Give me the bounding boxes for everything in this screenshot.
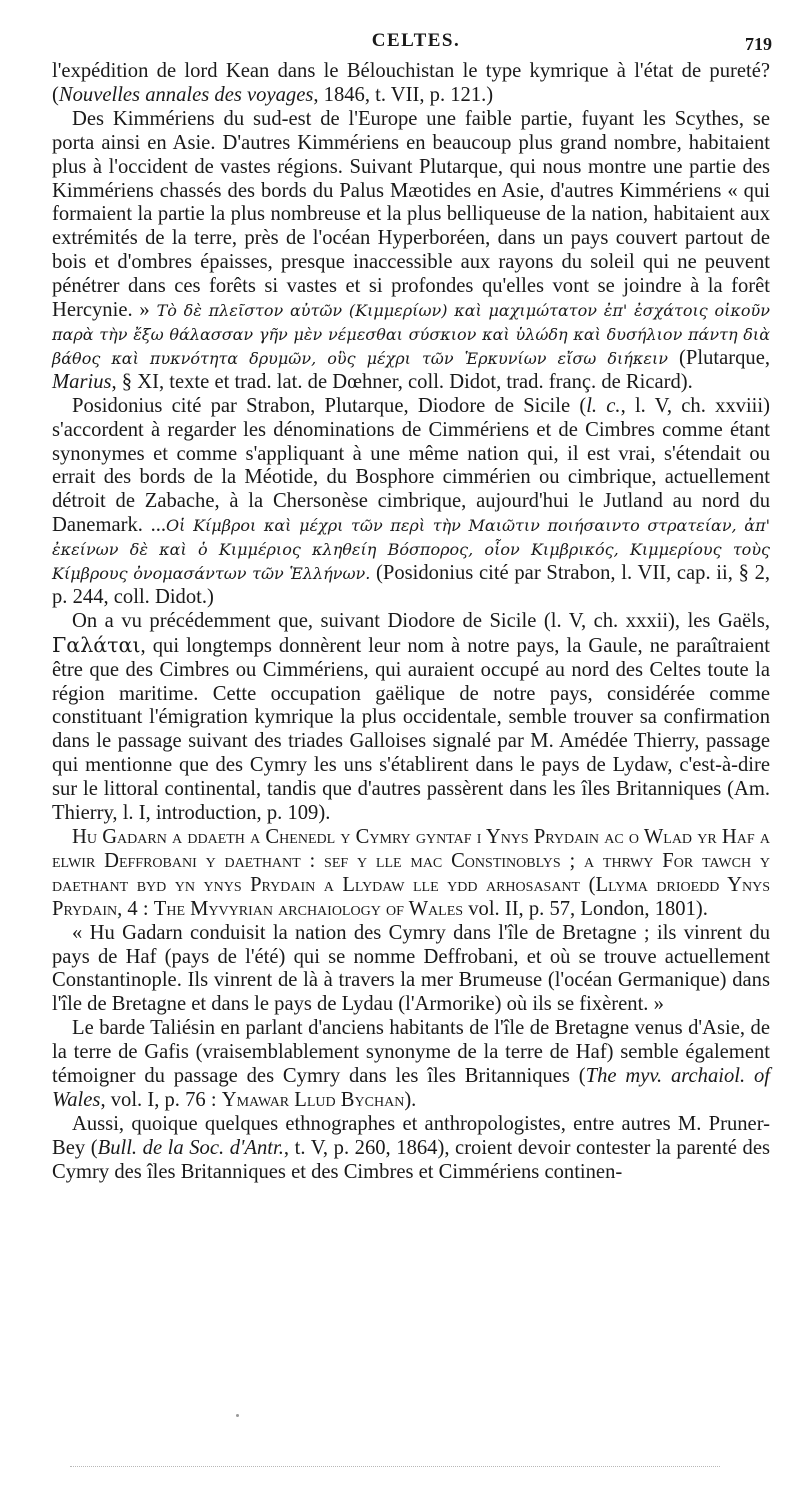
paragraph-8 bbox=[52, 1113, 770, 1185]
text-run: , qui longtemps donnèrent leur nom à notre pays, la Gaule, ne paraîtraient être que des Cimbres ou Cimmériens, qui auraient occupé au nord des Celtes toute la région maritime. Cette occupation gaëlique de notre pays, considérée comme constituant l'émigration kymrique la plus occidentale, semble trouver sa confirmation dans le passage suivant des triades Galloises signalé par M. Amédée Thierry, passage qui mentionne que des Cymry les uns s'établirent dans le pays de Lydaw, c'est-à-dire sur le littoral continental, tandis que d'autres passèrent dans les îles Britanniques (Am. Thierry, l. I, introduction, p. 109). bbox=[52, 634, 770, 825]
text-run: ). bbox=[404, 1088, 417, 1111]
paragraph-5 bbox=[52, 826, 770, 922]
paragraph-2 bbox=[52, 108, 770, 395]
paragraph-7 bbox=[52, 1017, 770, 1113]
greek-quotation: Οἱ Κίμβροι καὶ μέχρι τῶν περὶ τὴν Μαιῶτιν ποιήσαιντο στρατείαν, ἀπ' ἐκείνων δὲ καὶ ὁ Κιμμέριος κληθείη Βόσπορος, οἷον Κιμβρικός, Κιμμερίους τοὺς Κίμβρους ὀνομασάντων τῶν Ἑλλήνων. bbox=[52, 516, 770, 584]
text-run: (Plutarque, bbox=[667, 346, 770, 369]
greek-quotation: Τὸ δὲ πλεῖστον αὐτῶν (Κιμμερίων) καὶ μαχιμώτατον ἐπ' ἐσχάτοις οἰκοῦν παρὰ τὴν ἔξω θάλασσαν γῆν μὲν νέμεσθαι σύσκιον καὶ ὑλώδη καὶ δυσήλιον πάντη διὰ βάθος καὶ πυκνότητα δρυμῶν, οὓς μέχρι τῶν Ἑρκυνίων εἴσω διήκειν bbox=[52, 301, 770, 368]
text-run: On a vu précédemment que, suivant Diodore de Sicile (l. V, ch. xxxii), les Gaëls, bbox=[72, 609, 770, 632]
italic-text: The myv. archaiol. of Wales bbox=[52, 1065, 770, 1111]
page-number: 719 bbox=[745, 34, 772, 54]
paragraph-1 bbox=[52, 60, 770, 108]
running-title: CELTES. bbox=[371, 30, 461, 51]
text-run: Aussi, quoique quelques ethnographes et anthropologistes, entre autres M. Pruner-Bey ( bbox=[52, 1112, 770, 1159]
text-run: l'expédition de lord Kean dans le Bélouchistan le type kymrique à l'état de pureté? ( bbox=[52, 60, 770, 106]
body-text bbox=[52, 60, 770, 1185]
smallcaps-text: The Myvyrian archaiology of Wales bbox=[153, 897, 464, 920]
text-run: , vol. I, p. 76 : bbox=[100, 1088, 222, 1111]
smallcaps-text: Llyma drioedd Ynys Prydain bbox=[52, 873, 770, 920]
paragraph-4 bbox=[52, 610, 770, 826]
text-run: Le barde Taliésin en parlant d'anciens habitants de l'île de Bretagne venus d'Asie, de la terre de Gafis (vraisemblablement synonyme de la terre de Haf) semble également témoigner du passage des Cymry dans les îles Britanniques ( bbox=[52, 1017, 770, 1088]
text-run: Des Kimmériens du sud-est de l'Europe une faible partie, fuyant les Scythes, se porta ainsi en Asie. D'autres Kimmériens en beaucoup plus grand nombre, habitaient plus à l'occident de vastes régions. Suivant Plutarque, qui nous montre une partie des Kimmériens chassés des bords du Palus Mæotides en Asie, d'autres Kimmériens « qui formaient la partie la plus nombreuse et la plus belliqueuse de la nation, habitaient aux extrémités de la terre, près de l'océan Hyperboréen, dans un pays couvert partout de bois et d'ombres épaisses, presque inaccessible aux rayons du soleil qui ne peuvent pénétrer dans ces forêts si vastes et si profondes qu'elles vont se joindre à la forêt Hercynie. » bbox=[52, 107, 770, 322]
text-run: Posidonius cité par Strabon, Plutarque, Diodore de Sicile ( bbox=[72, 394, 587, 417]
scan-speck bbox=[236, 1414, 239, 1417]
text-run: , 1846, t. VII, p. 121.) bbox=[313, 83, 494, 106]
greek-word: Γαλάται bbox=[52, 632, 141, 657]
scan-artifact-line bbox=[70, 1466, 720, 1467]
paragraph-6 bbox=[52, 922, 770, 1018]
text-run: vol. II, p. 57, London, 1801). bbox=[463, 897, 708, 920]
italic-text: Nouvelles annales des voyages bbox=[58, 83, 314, 106]
paragraph-3 bbox=[52, 395, 770, 610]
text-run: , l. V, ch. xxviii) s'accordent à regarder les dénominations de Cimmériens et de Cimbres comme étant synonymes et comme s'appliquant à une même nation qui, il est vrai, s'étendait ou errait des bords de la Méotide, du Bosphore cimmérien ou cimbrique, actuellement détroit de Zabache, à la Chersonèse cimbrique, aujourd'hui le Jutland au nord du Danemark. ... bbox=[52, 394, 770, 537]
text-run: (Posidonius cité par Strabon, l. VII, cap. ii, § 2, p. 244, coll. Didot.) bbox=[52, 562, 771, 608]
italic-text: Bull. de la Soc. d'Antr. bbox=[97, 1136, 284, 1159]
text-run: , § XI, texte et trad. lat. de Dœhner, coll. Didot, trad. franç. de Ricard). bbox=[111, 370, 693, 393]
text-run: , t. V, p. 260, 1864), croient devoir contester la parenté des Cymry des îles Britanniques et des Cimbres et Cimmériens continen- bbox=[52, 1136, 770, 1183]
page-header bbox=[60, 30, 772, 58]
italic-text: Marius bbox=[52, 370, 112, 393]
smallcaps-text: Ymawar Llud Bychan bbox=[221, 1088, 405, 1111]
text-run: « Hu Gadarn conduisit la nation des Cymry dans l'île de Bretagne ; ils vinrent du pays de Haf (pays de l'été) qui se nomme Deffrobani, et où se trouve actuellement Constantinople. Ils vinrent de là à travers la mer Brumeuse (l'océan Germanique) dans l'île de Bretagne et dans le pays de Lydau (l'Armorike) où ils se fixèrent. » bbox=[52, 921, 770, 1016]
italic-text: l. c. bbox=[586, 394, 621, 417]
smallcaps-text: Hu Gadarn a ddaeth a Chenedl y Cymry gyntaf i Ynys Prydain ac o Wlad yr Haf a elwir Deffrobani y daethant : sef y lle mac Constinoblys ; a thrwy For tawch y daethant byd yn ynys Prydain a Llydaw lle ydd arhosasant ( bbox=[52, 826, 770, 896]
text-run: , 4 : bbox=[117, 897, 154, 920]
